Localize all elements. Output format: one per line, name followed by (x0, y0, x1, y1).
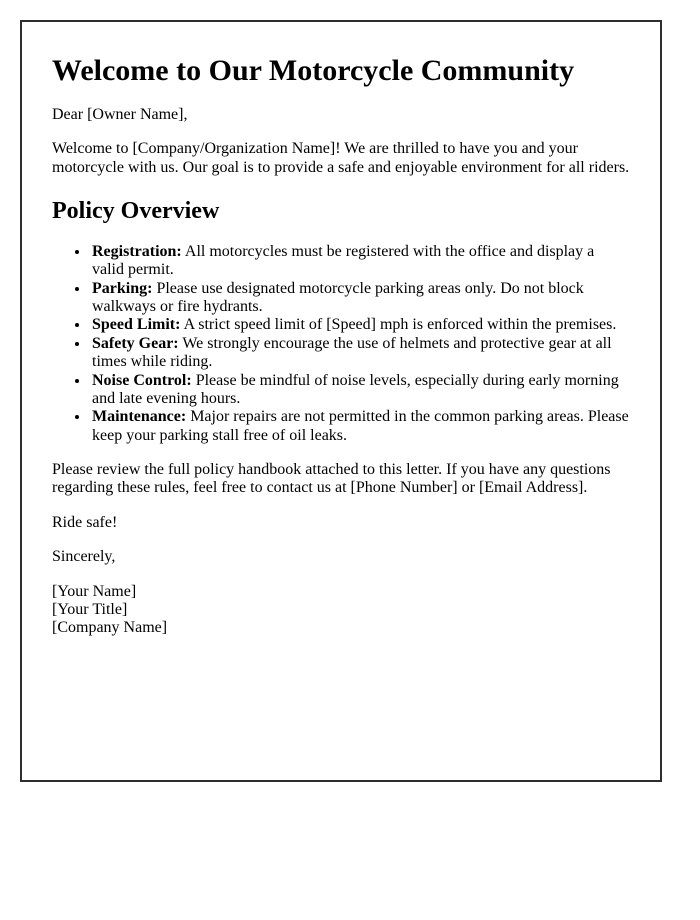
policy-list (52, 243, 630, 445)
policy-label: Parking: (92, 279, 153, 297)
policy-label: Registration: (92, 242, 182, 260)
policy-label: Speed Limit: (92, 316, 181, 334)
closing-paragraph: Please review the full policy handbook attached to this letter. If you have any questions regarding these rules, feel free to contact us at [Phone Number] or [Email Address]. (52, 461, 611, 497)
policy-item-noise-control (90, 372, 630, 409)
policy-text: All motorcycles must be registered with the office and display a valid permit. (92, 242, 595, 279)
policy-text: We strongly encourage the use of helmets and protective gear at all times while riding. (92, 334, 612, 371)
policy-item-maintenance (90, 408, 630, 445)
intro-paragraph: Welcome to [Company/Organization Name]! We are thrilled to have you and your motorcycle with us. Our goal is to provide a safe and enjoyable environment for all riders. (52, 140, 630, 176)
policy-item-safety-gear (90, 335, 630, 372)
policy-text: Please use designated motorcycle parking areas only. Do not block walkways or fire hydrants. (92, 279, 584, 315)
screen (0, 20, 700, 920)
ride-safe-line: Ride safe! (52, 513, 118, 531)
signature-company: [Company Name] (52, 619, 168, 637)
policy-text: A strict speed limit of [Speed] mph is enforced within the premises. (183, 316, 617, 334)
policy-item-speed-limit (90, 316, 630, 334)
policy-text: Major repairs are not permitted in the common parking areas. Please keep your parking stall free of oil leaks. (92, 408, 629, 444)
letter-title: Welcome to Our Motorcycle Community (52, 54, 575, 87)
signature-name: [Your Name] (52, 582, 137, 600)
policy-text: Please be mindful of noise levels, especially during early morning and late evening hours. (92, 371, 619, 407)
policy-item-parking (90, 280, 630, 317)
signature-title: [Your Title] (52, 601, 128, 619)
policy-item-registration (90, 243, 630, 280)
signature-block (52, 583, 630, 638)
policy-label: Safety Gear: (92, 334, 179, 352)
policy-heading: Policy Overview (52, 198, 220, 225)
letter-page (20, 20, 662, 782)
sincerely-line: Sincerely, (52, 548, 116, 566)
salutation: Dear [Owner Name], (52, 106, 188, 123)
policy-label: Noise Control: (92, 371, 192, 389)
policy-label: Maintenance: (92, 408, 187, 426)
